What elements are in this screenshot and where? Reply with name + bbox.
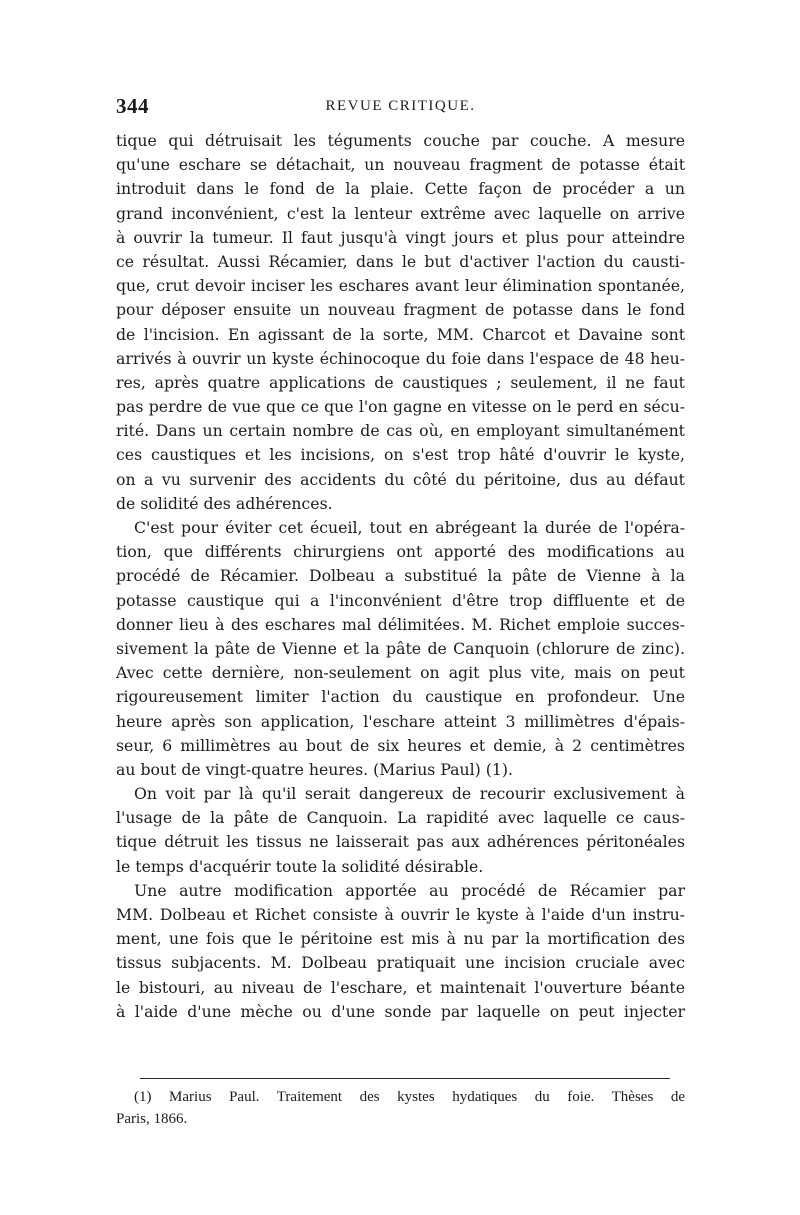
text-line: donner lieu à des eschares mal délimitées. M. Richet emploie succes-	[116, 614, 685, 634]
text-line: seur, 6 millimètres au bout de six heures et demie, à 2 centimètres	[116, 735, 685, 755]
text-line: que, crut devoir inciser les eschares avant leur élimination spontanée,	[116, 276, 685, 296]
text-line: tissus subjacents. M. Dolbeau pratiquait une incision cruciale avec	[116, 953, 685, 973]
text-line: heure après son application, l'eschare atteint 3 millimètres d'épais-	[116, 711, 685, 731]
footnote-line: (1) Marius Paul. Traitement des kystes hydatiques du foie. Thèses de	[134, 1089, 685, 1105]
text-line: pour déposer ensuite un nouveau fragment de potasse dans le fond	[116, 300, 685, 320]
paragraph-start-line: Une autre modification apportée au procédé de Récamier par	[134, 880, 685, 900]
text-line: arrivés à ouvrir un kyste échinocoque du foie dans l'espace de 48 heu-	[116, 348, 685, 368]
footnotes	[116, 1086, 685, 1130]
text-line: potasse caustique qui a l'inconvénient d'être trop diffluente et de	[116, 590, 685, 610]
text-line: le bistouri, au niveau de l'eschare, et maintenait l'ouverture béante	[116, 977, 685, 997]
text-line: l'usage de la pâte de Canquoin. La rapidité avec laquelle ce caus-	[116, 808, 685, 828]
journal-title: REVUE CRITIQUE.	[325, 98, 476, 114]
page-number: 344	[116, 94, 149, 118]
paragraph-start-line: C'est pour éviter cet écueil, tout en abrégeant la durée de l'opéra-	[134, 518, 685, 537]
text-line: tique détruit les tissus ne laisserait pas aux adhérences péritonéales	[116, 832, 685, 852]
text-line: ces caustiques et les incisions, on s'est trop hâté d'ouvrir le kyste,	[116, 445, 685, 465]
text-line: ment, une fois que le péritoine est mis à nu par la mortification des	[116, 929, 685, 949]
text-line: MM. Dolbeau et Richet consiste à ouvrir le kyste à l'aide d'un instru-	[116, 905, 685, 924]
text-line: sivement la pâte de Vienne et la pâte de Canquoin (chlorure de zinc).	[116, 638, 685, 658]
text-line: qu'une eschare se détachait, un nouveau fragment de potasse était	[116, 155, 685, 175]
text-line: à ouvrir la tumeur. Il faut jusqu'à vingt jours et plus pour atteindre	[116, 227, 685, 247]
footnote-rule	[140, 1078, 670, 1079]
footnote-line: Paris, 1866.	[116, 1111, 188, 1127]
text-line: tique qui détruisait les téguments couche par couche. A mesure	[116, 131, 685, 150]
paragraph-end-line: le temps d'acquérir toute la solidité désirable.	[116, 856, 484, 876]
text-line: ce résultat. Aussi Récamier, dans le but d'activer l'action du causti-	[116, 251, 685, 271]
body-text	[116, 129, 685, 1024]
text-line: res, après quatre applications de caustiques ; seulement, il ne faut	[116, 372, 685, 392]
text-line: on a vu survenir des accidents du côté du péritoine, dus au défaut	[116, 469, 685, 489]
paragraph-start-line: On voit par là qu'il serait dangereux de recourir exclusivement à	[134, 784, 685, 804]
text-line: à l'aide d'une mèche ou d'une sonde par laquelle on peut injecter	[116, 1001, 685, 1021]
text-line: rité. Dans un certain nombre de cas où, en employant simultanément	[116, 421, 685, 441]
paragraph-end-line: de solidité des adhérences.	[116, 493, 333, 513]
running-head	[116, 94, 685, 120]
text-line: pas perdre de vue que ce que l'on gagne en vitesse on le perd en sécu-	[116, 397, 685, 417]
paragraph-end-line: au bout de vingt-quatre heures. (Marius Paul) (1).	[116, 759, 513, 779]
text-line: tion, que différents chirurgiens ont apporté des modifications au	[116, 542, 685, 562]
text-line: de l'incision. En agissant de la sorte, MM. Charcot et Davaine sont	[116, 324, 685, 344]
text-line: grand inconvénient, c'est la lenteur extrême avec laquelle on arrive	[116, 203, 685, 223]
text-line: introduit dans le fond de la plaie. Cette façon de procéder a un	[116, 179, 685, 199]
text-line: procédé de Récamier. Dolbeau a substitué la pâte de Vienne à la	[116, 566, 685, 586]
text-line: rigoureusement limiter l'action du caustique en profondeur. Une	[116, 687, 685, 707]
text-line: Avec cette dernière, non-seulement on agit plus vite, mais on peut	[116, 663, 685, 683]
